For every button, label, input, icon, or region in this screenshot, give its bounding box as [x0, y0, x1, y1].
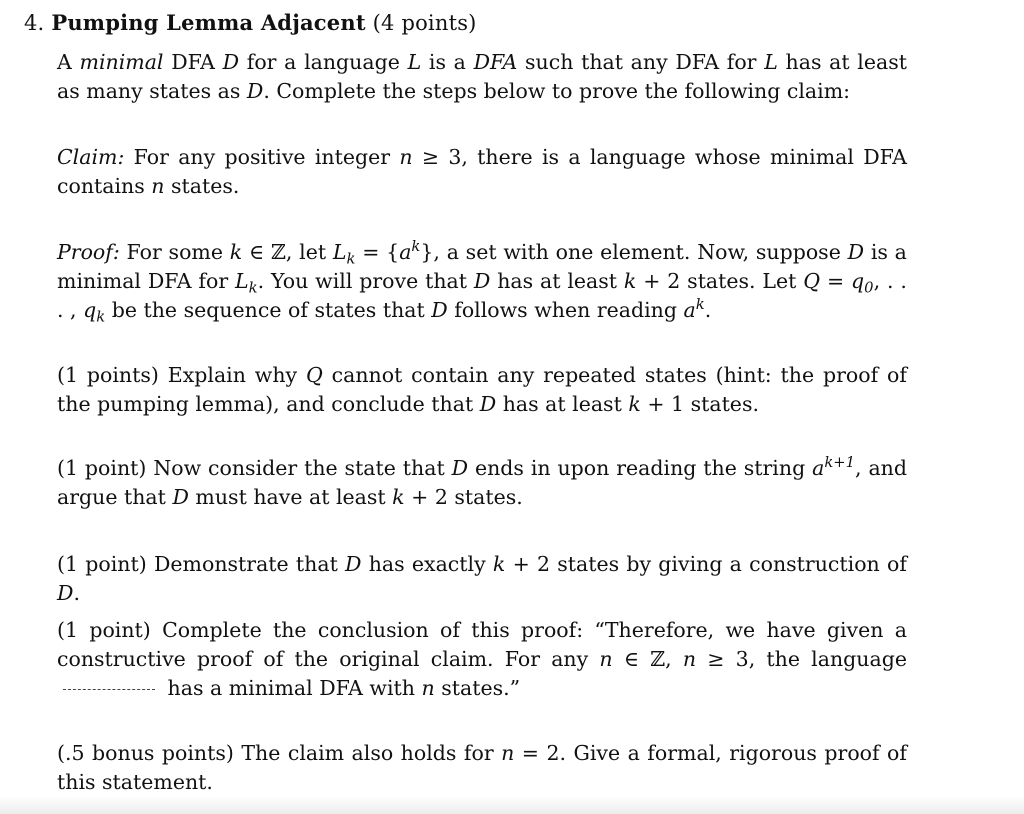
proof-paragraph: Proof: For some k ∈ ℤ, let $L_k = \{a^k\}$, a set with one element. Now, suppose D is a minimal DFA for $L_k$. You will prove that D has at least k + 2 states. Let $Q = q_0$, . . . , $q_k$ be the sequence of states that D follows when reading $a^k$.: [57, 237, 907, 326]
page-bottom-shade: [0, 796, 1024, 814]
question-heading: [24, 10, 477, 35]
question-title: Pumping Lemma Adjacent: [51, 10, 366, 35]
claim-label: Claim:: [57, 145, 125, 169]
part1-points: (1 points): [57, 363, 159, 387]
part1-paragraph: (1 points) Explain why Q cannot contain any repeated states (hint: the proof of the pumping lemma), and conclude that D has at least k + 1 states.: [57, 363, 907, 416]
part2-paragraph: (1 point) Now consider the state that D ends in upon reading the string $a^{k+1}$, and argue that D must have at least k + 2 states.: [57, 453, 907, 509]
term-minimal: minimal: [79, 50, 164, 74]
part3-points: (1 point): [57, 552, 147, 576]
intro-paragraph: A minimal DFA D for a language L is a DFA such that any DFA for L has at least as many states as D. Complete the steps below to prove the following claim:: [57, 50, 907, 103]
part3-paragraph: (1 point) Demonstrate that D has exactly k + 2 states by giving a construction of D.: [57, 552, 907, 605]
bonus-points: (.5 bonus points): [57, 741, 234, 765]
question-points: (4 points): [372, 11, 477, 35]
bonus-paragraph: (.5 bonus points) The claim also holds for n = 2. Give a formal, rigorous proof of this statement.: [57, 741, 907, 794]
part4-points: (1 point): [57, 618, 151, 642]
part2-points: (1 point): [57, 456, 147, 480]
question-number: 4.: [24, 11, 45, 35]
proof-label: Proof:: [57, 240, 120, 264]
part4-paragraph: (1 point) Complete the conclusion of this proof: “Therefore, we have given a constructive proof of the original claim. For any n ∈ ℤ, n ≥ 3, the language has a minimal DFA with n states.”: [57, 618, 907, 700]
claim-paragraph: Claim: For any positive integer n ≥ 3, there is a language whose minimal DFA contains n states.: [57, 145, 907, 198]
language-blank: [63, 689, 155, 690]
